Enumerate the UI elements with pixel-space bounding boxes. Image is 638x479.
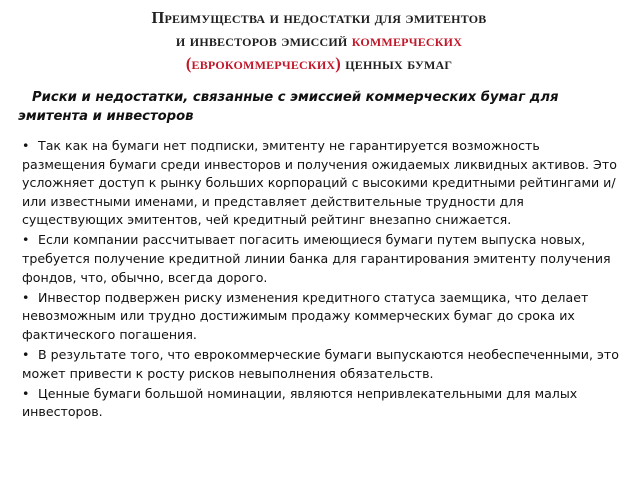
title-line-3-black: ценных бумаг xyxy=(345,54,453,73)
title-line-2 xyxy=(0,29,638,52)
bullet-item xyxy=(22,289,622,345)
bullet-icon: • xyxy=(22,138,30,153)
bullet-item xyxy=(22,231,622,287)
bullet-item xyxy=(22,137,622,230)
bullet-icon: • xyxy=(22,347,30,363)
bullet-icon: • xyxy=(22,289,30,305)
title-line-2-black: и инвесторов эмиссий xyxy=(175,31,348,50)
title-line-3 xyxy=(0,52,638,75)
title-line-3-red: еврокоммерческих xyxy=(191,54,336,73)
bullet-text: В результате того, что еврокоммерческие бумаги выпускаются необеспеченными, это может привести к росту рисков невыполнения обязательств. xyxy=(22,347,619,381)
bullet-text: Инвестор подвержен риску изменения кредитного статуса заемщика, что делает невозможным или трудно достижимым продажу коммерческих бумаг до срока их фактического погашения. xyxy=(22,289,589,342)
bullet-item xyxy=(22,385,622,422)
title-paren-open: ( xyxy=(185,54,192,73)
bullet-item xyxy=(22,346,622,383)
bullet-text: Так как на бумаги нет подписки, эмитенту не гарантируется возможность размещения бумаги среди инвесторов и получения ожидаемых ликвидных активов. Это усложняет доступ к рынку больших корпораций с высокими кредитными рейтингами и/или известными именами, и представляет действительные трудности для существующих эмитентов, чей кредитный рейтинг внезапно снижается. xyxy=(22,138,617,228)
title-paren-close: ) xyxy=(335,54,341,73)
bullet-text: Если компании рассчитывает погасить имеющиеся бумаги путем выпуска новых, требуется получение кредитной линии банка для гарантирования эмитенту получения фондов, что, обычно, всегда дорого. xyxy=(22,232,611,285)
bullet-text: Ценные бумаги большой номинации, являются непривлекательными для малых инвесторов. xyxy=(22,385,578,420)
bullet-icon: • xyxy=(22,385,30,401)
slide-title xyxy=(0,6,638,75)
title-line-1: Преимущества и недостатки для эмитентов xyxy=(151,8,487,27)
slide-subtitle: Риски и недостатки, связанные с эмиссией коммерческих бумаг для эмитента и инвесторов xyxy=(18,90,559,124)
bullet-icon: • xyxy=(22,232,30,248)
title-line-2-red: коммерческих xyxy=(351,31,463,50)
bullet-list xyxy=(22,137,622,423)
